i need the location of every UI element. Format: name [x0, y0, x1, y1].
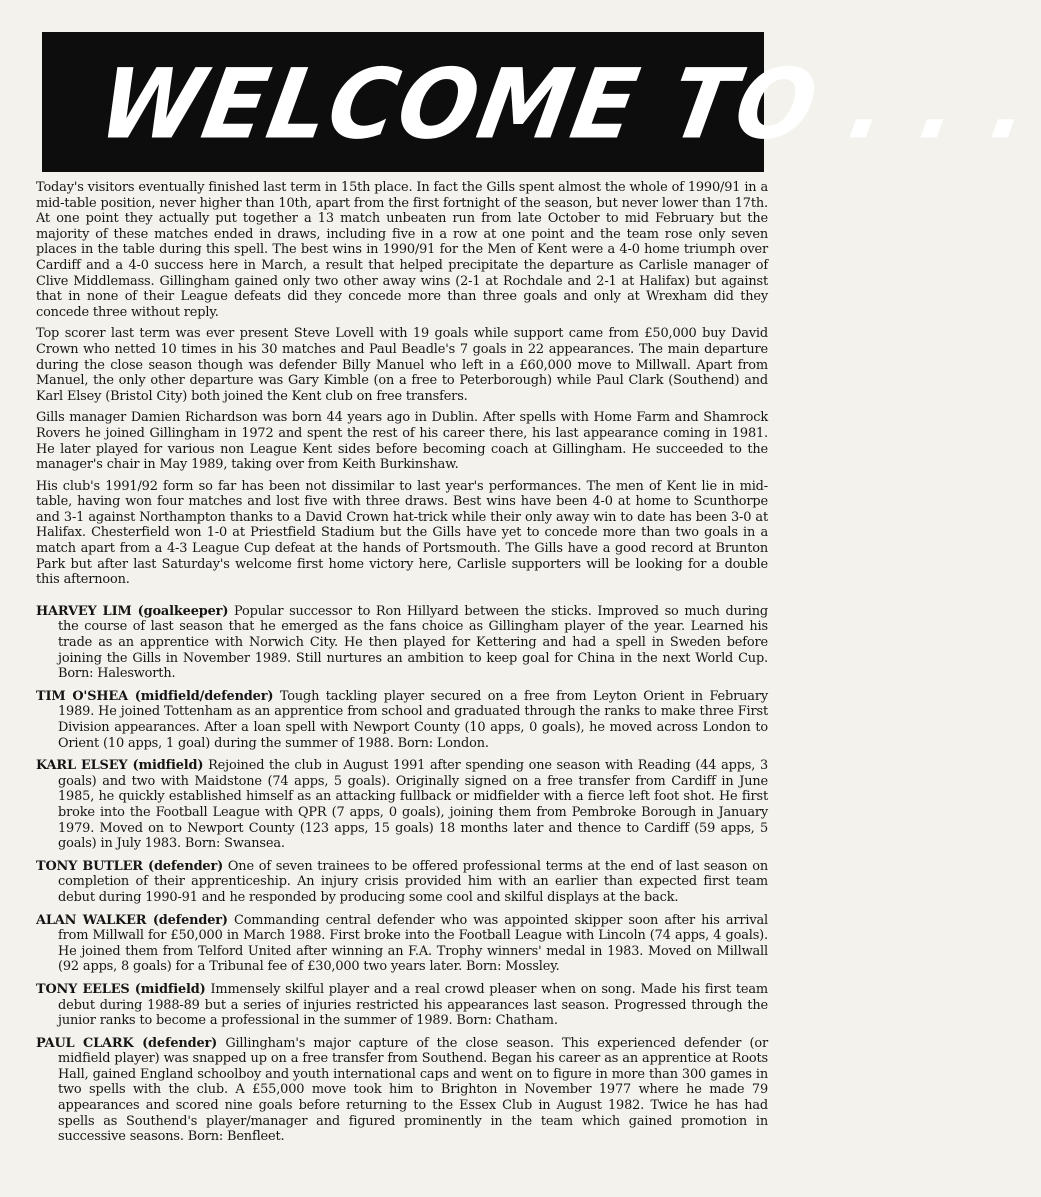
player-description: Gillingham's major capture of the close season. This experienced defender (or midfield player) was snapped up on a free transfer from Southend. Began his career as an apprentice at Roots Hall, gained England schoolboy and youth international caps and went on to figure in more than 300 games in two spells with the club. A £55,000 move took him to Brighton in November 1977 where he made 79 appearances and scored nine goals before returning to the Essex Club in August 1982. Twice he has had spells as Southend's player/manager and figured prominently in the team which gained promotion in successive seasons. Born: Benfleet.: [58, 1035, 768, 1145]
player-profile: [36, 758, 768, 852]
article-body: [36, 180, 768, 1152]
welcome-banner: [42, 32, 1040, 172]
player-name: TIM O'SHEA (midfield/defender): [36, 688, 274, 704]
player-description: One of seven trainees to be offered professional terms at the end of last season on completion of their apprenticeship. An injury crisis provided him with an earlier than expected first team debut during 1990-91 and he responded by producing some cool and skilful displays at the back.: [58, 858, 768, 905]
player-name: TONY BUTLER (defender): [36, 858, 224, 874]
player-description: Popular successor to Ron Hillyard between the sticks. Improved so much during the course of last season that he emerged as the fans choice as Gillingham player of the year. Learned his trade as an apprentice with Norwich City. He then played for Kettering and had a spell in Sweden before joining the Gills in November 1989. Still nurtures an ambition to keep goal for China in the next World Cup. Born: Halesworth.: [58, 603, 768, 682]
player-profile: [36, 689, 768, 751]
player-name: ALAN WALKER (defender): [36, 912, 228, 928]
banner-title: WELCOME TO . . .: [91, 48, 1040, 161]
player-description: Tough tackling player secured on a free from Leyton Orient in February 1989. He joined Tottenham as an apprentice from school and graduated through the ranks to make three First Division appearances. After a loan spell with Newport County (10 apps, 0 goals), he moved across London to Orient (10 apps, 1 goal) during the summer of 1988. Born: London.: [58, 688, 768, 751]
player-description: Commanding central defender who was appointed skipper soon after his arrival from Millwall for £50,000 in March 1988. First broke into the Football League with Lincoln (74 apps, 4 goals). He joined them from Telford United after winning an F.A. Trophy winners' medal in 1983. Moved on Millwall (92 apps, 8 goals) for a Tribunal fee of £30,000 two years later. Born: Mossley.: [58, 912, 768, 975]
player-profiles: [36, 604, 768, 1145]
intro-paragraph: Today's visitors eventually finished last term in 15th place. In fact the Gills spent almost the whole of 1990/91 in a mid-table position, never higher than 10th, apart from the first fortnight of the season, but never lower than 17th. At one point they actually put together a 13 match unbeaten run from late October to mid February but the majority of these matches ended in draws, including five in a row at one point and the team rose only seven places in the table during this spell. The best wins in 1990/91 for the Men of Kent were a 4-0 home triumph over Cardiff and a 4-0 success here in March, a result that helped precipitate the departure as Carlisle manager of Clive Middlemass. Gillingham gained only two other away wins (2-1 at Rochdale and 2-1 at Halifax) but against that in none of their League defeats did they concede more than three goals and only at Wrexham did they concede three without reply.: [36, 180, 768, 320]
intro-paragraph: His club's 1991/92 form so far has been not dissimilar to last year's performances. The men of Kent lie in mid-table, having won four matches and lost five with three draws. Best wins have been 4-0 at home to Scunthorpe and 3-1 against Northampton thanks to a David Crown hat-trick while their only away win to date has been 3-0 at Halifax. Chesterfield won 1-0 at Priestfield Stadium but the Gills have yet to concede more than two goals in a match apart from a 4-3 League Cup defeat at the hands of Portsmouth. The Gills have a good record at Brunton Park but after last Saturday's welcome first home victory here, Carlisle supporters will be looking for a double this afternoon.: [36, 478, 768, 588]
player-name: HARVEY LIM (goalkeeper): [36, 603, 229, 619]
intro-paragraph: Gills manager Damien Richardson was born 44 years ago in Dublin. After spells with Home Farm and Shamrock Rovers he joined Gillingham in 1972 and spent the rest of his career there, his last appearance coming in 1981. He later played for various non League Kent sides before becoming coach at Gillingham. He succeeded to the manager's chair in May 1989, taking over from Keith Burkinshaw.: [36, 410, 768, 473]
player-profile: [36, 982, 768, 1029]
player-description: Rejoined the club in August 1991 after spending one season with Reading (44 apps, 3 goals) and two with Maidstone (74 apps, 5 goals). Originally signed on a free transfer from Cardiff in June 1985, he quickly established himself as an attacking fullback or midfielder with a fierce left foot shot. He first broke into the Football League with QPR (7 apps, 0 goals), joining them from Pembroke Borough in January 1979. Moved on to Newport County (123 apps, 15 goals) 18 months later and thence to Cardiff (59 apps, 5 goals) in July 1983. Born: Swansea.: [58, 758, 768, 852]
player-description: Immensely skilful player and a real crowd pleaser when on song. Made his first team debut during 1988-89 but a series of injuries restricted his appearances last season. Progressed through the junior ranks to become a professional in the summer of 1989. Born: Chatham.: [58, 981, 768, 1029]
player-name: KARL ELSEY (midfield): [36, 758, 204, 774]
player-profile: [36, 604, 768, 682]
player-profile: [36, 859, 768, 906]
player-profile: [36, 1036, 768, 1145]
player-name: PAUL CLARK (defender): [36, 1035, 218, 1051]
player-name: TONY EELES (midfield): [36, 981, 206, 997]
player-profile: [36, 913, 768, 975]
intro-paragraph: Top scorer last term was ever present Steve Lovell with 19 goals while support came from £50,000 buy David Crown who netted 10 times in his 30 matches and Paul Beadle's 7 goals in 22 appearances. The main departure during the close season though was defender Billy Manuel who left in a £60,000 move to Millwall. Apart from Manuel, the only other departure was Gary Kimble (on a free to Peterborough) while Paul Clark (Southend) and Karl Elsey (Bristol City) both joined the Kent club on free transfers.: [36, 326, 768, 404]
